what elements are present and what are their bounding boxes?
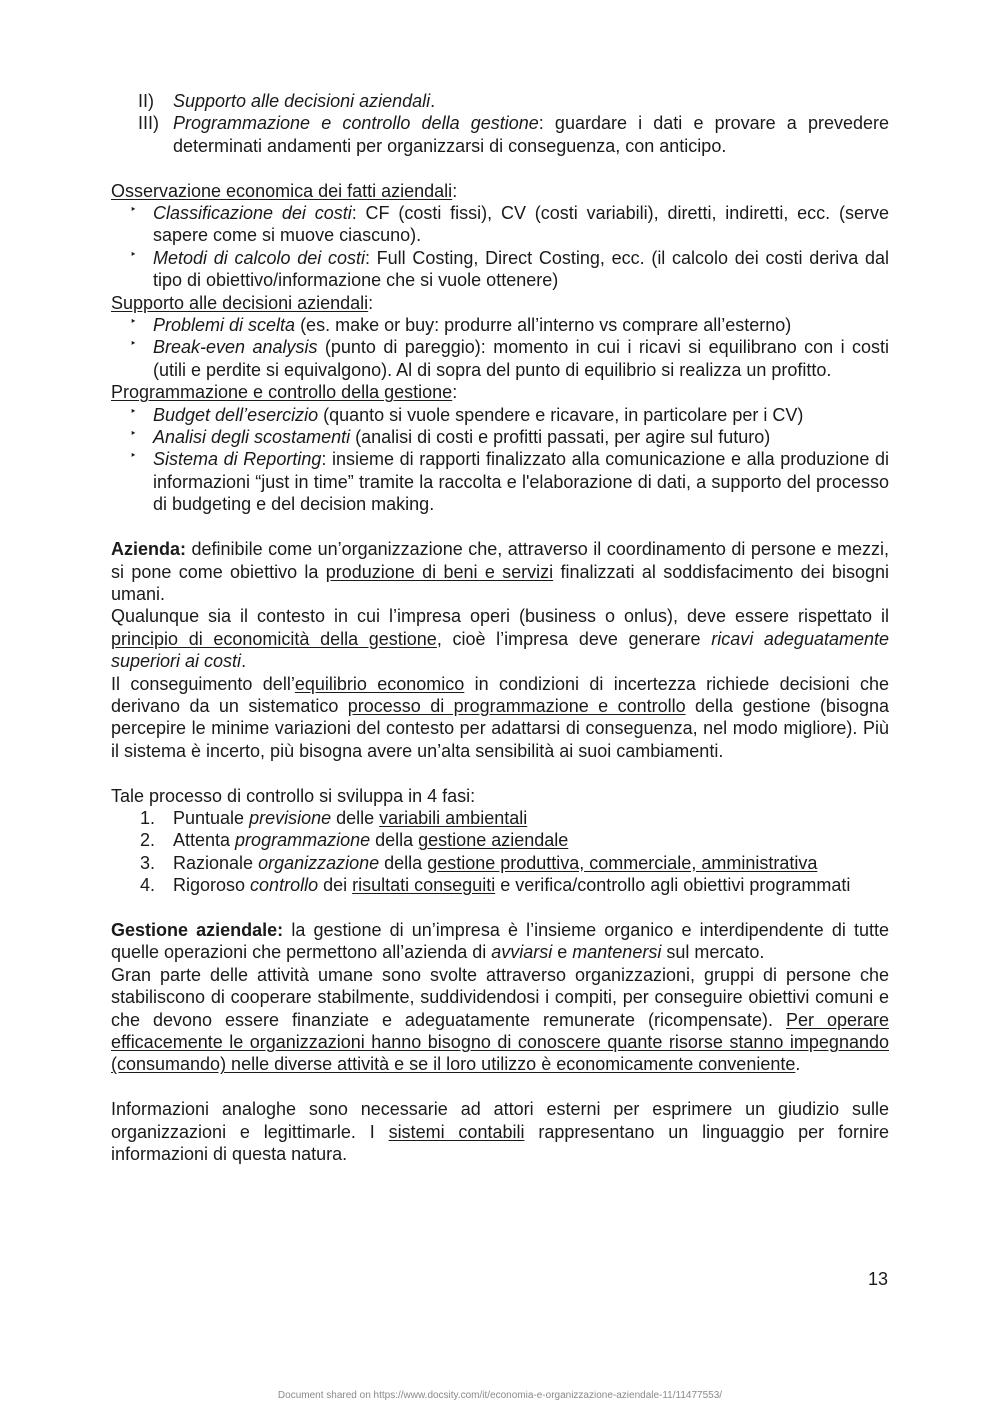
- section-heading: Programmazione e controllo della gestione:: [111, 382, 458, 403]
- bullet-marker: ‣: [130, 248, 137, 261]
- item-title: Supporto alle decisioni aziendali: [173, 91, 431, 111]
- item-title: Programmazione e controllo della gestione: [173, 113, 539, 134]
- azienda-paragraph: Azienda: definibile come un’organizzazione che, attraverso il coordinamento di persone e mezzi, si pone come obiettivo la produzione di beni e servizi finalizzati al soddisfacimento dei bisogni umani.: [111, 539, 889, 604]
- section-heading: Supporto alle decisioni aziendali:: [111, 292, 374, 313]
- bullet-marker: ‣: [130, 450, 137, 463]
- fasi-intro: Tale processo di controllo si sviluppa in 4 fasi:: [111, 785, 476, 806]
- bullet-item: ‣ Sistema di Reporting: insieme di rapporti finalizzato alla comunicazione e alla produzione di informazioni “just in time” tramite la raccolta e l'elaborazione di dati, a supporto del processo di budgeting e del decision making.: [111, 448, 889, 515]
- bullet-marker: ‣: [130, 338, 137, 351]
- page-number: 13: [867, 1269, 888, 1289]
- roman-list-item: III) Programmazione e controllo della gestione: guardare i dati e provare a prevedere determinati andamenti per organizzarsi di conseguenza, con anticipo.: [138, 113, 889, 156]
- bullet-term: Break-even analysis: [153, 337, 318, 358]
- gestione-paragraph: Gestione aziendale: la gestione di un’impresa è l’insieme organico e interdipendente di tutte quelle operazioni che permettono all’azienda di avviarsi e mantenersi sul mercato.: [111, 919, 889, 963]
- numbered-item: 4. Rigoroso controllo dei risultati conseguiti e verifica/controllo agli obiettivi programmati: [140, 875, 851, 896]
- organizzazioni-paragraph: Gran parte delle attività umane sono svolte attraverso organizzazioni, gruppi di persone che stabiliscono di cooperare stabilmente, suddividendosi i compiti, per conseguire obiettivi comuni e che devono essere finanziate e adeguatamente remunerate (ricompensate). Per operare efficacemente le organizzazioni hanno bisogno di conoscere quante risorse stanno impegnando (consumando) nelle diverse attività e se il loro utilizzo è economicamente conveniente.: [111, 964, 889, 1075]
- bullet-marker: ‣: [130, 428, 137, 441]
- numbered-item: 3. Razionale organizzazione della gestione produttiva, commerciale, amministrativa: [140, 852, 818, 873]
- azienda-term: Azienda:: [111, 539, 187, 560]
- bullet-marker: ‣: [130, 204, 137, 217]
- gestione-term: Gestione aziendale:: [111, 919, 284, 940]
- bullet-item: ‣ Metodi di calcolo dei costi: Full Costing, Direct Costing, ecc. (il calcolo dei costi deriva dal tipo di obiettivo/informazione che si vuole ottenere): [111, 247, 889, 292]
- bullet-item: ‣ Analisi degli scostamenti (analisi di costi e profitti passati, per agire sul futuro): [111, 426, 889, 448]
- bullet-item: ‣ Classificazione dei costi: CF (costi fissi), CV (costi variabili), diretti, indiretti, ecc. (serve sapere come si muove ciascuno).: [111, 202, 889, 247]
- footer-share-notice: Document shared on https://www.docsity.com/it/economia-e-organizzazione-aziendale-11/11477553/: [277, 1390, 723, 1401]
- bullet-term: Problemi di scelta: [153, 315, 296, 336]
- numbered-item: 1. Puntuale previsione delle variabili ambientali: [140, 807, 528, 828]
- bullet-term: Analisi degli scostamenti: [153, 427, 351, 448]
- economicita-paragraph: Qualunque sia il contesto in cui l’impresa operi (business o onlus), deve essere rispettato il principio di economicità della gestione, cioè l’impresa deve generare ricavi adeguatamente superiori ai costi.: [111, 606, 889, 672]
- document-body: [111, 90, 889, 1165]
- numbered-item: 2. Attenta programmazione della gestione aziendale: [140, 830, 569, 851]
- bullet-term: Classificazione dei costi: [153, 203, 352, 224]
- bullet-term: Sistema di Reporting: [153, 449, 322, 470]
- bullet-item: ‣ Budget dell’esercizio (quanto si vuole spendere e ricavare, in particolare per i CV): [111, 404, 889, 426]
- roman-list-item: II) Supporto alle decisioni aziendali.: [138, 91, 436, 111]
- bullet-marker: ‣: [130, 405, 137, 418]
- bullet-term: Budget dell’esercizio: [153, 404, 319, 425]
- informazioni-paragraph: Informazioni analoghe sono necessarie ad attori esterni per esprimere un giudizio sulle organizzazioni e legittimarle. I sistemi contabili rappresentano un linguaggio per fornire informazioni di questa natura.: [111, 1099, 889, 1165]
- section-heading: Osservazione economica dei fatti aziendali:: [111, 180, 458, 201]
- bullet-marker: ‣: [130, 316, 137, 329]
- bullet-term: Metodi di calcolo dei costi: [153, 247, 365, 268]
- bullet-item: ‣ Break-even analysis (punto di pareggio): momento in cui i ricavi si equilibrano con i costi (utili e perdite si equivalgono). Al di sopra del punto di equilibrio si realizza un profitto.: [111, 336, 889, 381]
- bullet-item: ‣ Problemi di scelta (es. make or buy: produrre all’interno vs comprare all’esterno): [111, 314, 889, 336]
- equilibrio-paragraph: Il conseguimento dell’equilibrio economico in condizioni di incertezza richiede decisioni che derivano da un sistematico processo di programmazione e controllo della gestione (bisogna percepire le minime variazioni del contesto per adattarsi di conseguenza, nel modo migliore). Più il sistema è incerto, più bisogna avere un’alta sensibilità ai suoi cambiamenti.: [111, 673, 889, 761]
